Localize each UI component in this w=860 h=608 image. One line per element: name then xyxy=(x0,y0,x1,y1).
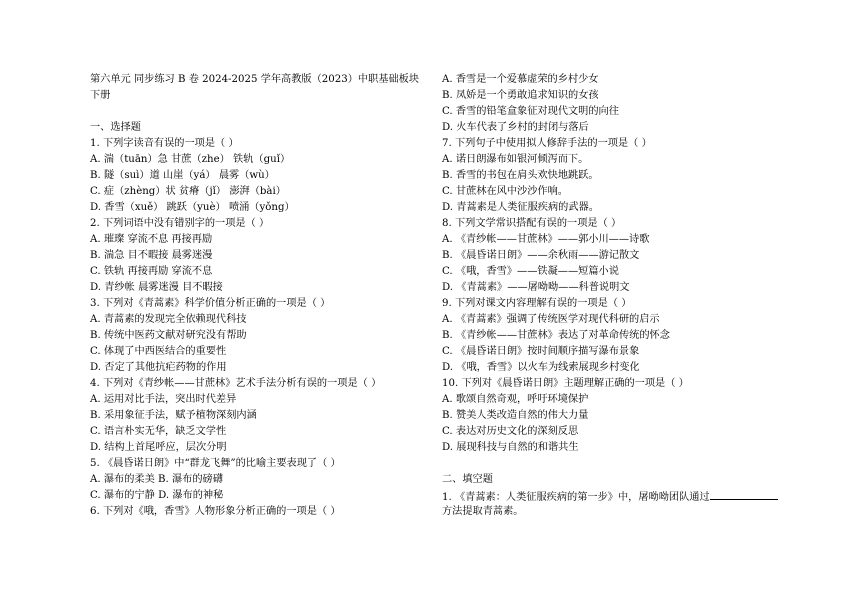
document-title-line-1: 第六单元 同步练习 B 卷 2024-2025 学年高教版（2023）中职基础板块 xyxy=(90,74,420,85)
section-heading-fill: 二、填空题 xyxy=(442,474,493,485)
document-title-line-2: 下册 xyxy=(90,90,111,101)
question-line: 8. 下列文学常识搭配有误的一项是（ ） xyxy=(442,218,622,229)
question-line: A. 香雪是一个爱慕虚荣的乡村少女 xyxy=(442,74,599,85)
question-line: D. 香雪（xuě） 跳跃（yuè） 喷涌（yǒng） xyxy=(90,202,295,213)
question-line: C. 症（zhèng）状 贫瘠（jǐ） 澎湃（bài） xyxy=(90,186,286,197)
spacer xyxy=(90,104,428,120)
question-line: A. 青蒿素的发现完全依赖现代科技 xyxy=(90,314,247,325)
question-line: B. 隧（suì）道 山崖（yá） 晨雾（wù） xyxy=(90,170,275,181)
question-line: D. 否定了其他抗疟药物的作用 xyxy=(90,362,227,373)
question-line: A. 湍（tuān）急 甘蔗（zhe） 铁轨（guǐ） xyxy=(90,154,291,165)
question-line: A. 《青蒿素》强调了传统医学对现代科研的启示 xyxy=(442,314,660,325)
question-line: C. 语言朴实无华，缺乏文学性 xyxy=(90,426,227,437)
question-line: 6. 下列对《哦，香雪》人物形象分析正确的一项是（ ） xyxy=(90,506,341,517)
question-line: 9. 下列对课文内容理解有误的一项是（ ） xyxy=(442,298,632,309)
question-line: C. 体现了中西医结合的重要性 xyxy=(90,346,227,357)
question-line: D. 青蒿素是人类征服疾病的武器。 xyxy=(442,202,599,213)
question-line: C. 瀑布的宁静 D. 瀑布的神秘 xyxy=(90,490,224,501)
question-line: 2. 下列词语中没有错别字的一项是（ ） xyxy=(90,218,270,229)
question-line: 4. 下列对《青纱帐——甘蔗林》艺术手法分析有误的一项是（ ） xyxy=(90,378,382,389)
question-line: B. 凤娇是一个勇敢追求知识的女孩 xyxy=(442,90,599,101)
question-line: D. 《青蒿素》——屠呦呦——科普说明文 xyxy=(442,282,630,293)
question-line: A. 《青纱帐——甘蔗林》——郭小川——诗歌 xyxy=(442,234,650,245)
question-line: A. 歌颂自然奇观，呼吁环境保护 xyxy=(442,394,589,405)
question-line: B. 传统中医药文献对研究没有帮助 xyxy=(90,330,247,341)
question-line: 10. 下列对《晨昏诺日朗》主题理解正确的一项是（ ） xyxy=(442,378,689,389)
question-line: C. 表达对历史文化的深刻反思 xyxy=(442,426,579,437)
question-line: B. 《晨昏诺日朗》——余秋雨——游记散文 xyxy=(442,250,640,261)
question-line: 1. 下列字读音有误的一项是（ ） xyxy=(90,138,239,149)
question-line: A. 瀑布的柔美 B. 瀑布的磅礴 xyxy=(90,474,223,485)
spacer xyxy=(442,456,782,472)
left-column xyxy=(90,72,428,520)
question-line: D. 《哦，香雪》以火车为线索展现乡村变化 xyxy=(442,362,640,373)
question-line: A. 运用对比手法，突出时代差异 xyxy=(90,394,237,405)
question-line: B. 赞美人类改造自然的伟大力量 xyxy=(442,410,589,421)
question-line: D. 火车代表了乡村的封闭与落后 xyxy=(442,122,589,133)
question-line: B. 采用象征手法，赋予植物深刻内涵 xyxy=(90,410,257,421)
question-line: D. 结构上首尾呼应，层次分明 xyxy=(90,442,227,453)
fill-question-line xyxy=(442,488,782,504)
fill-question-text: 1. 《青蒿素：人类征服疾病的第一步》中，屠呦呦团队通过 xyxy=(442,492,710,503)
fill-question-continuation: 方法提取青蒿素。 xyxy=(442,506,524,517)
question-line: B. 香雪的书包在肩头欢快地跳跃。 xyxy=(442,170,599,181)
answer-blank[interactable] xyxy=(710,488,778,500)
question-line: C. 香雪的铅笔盒象征对现代文明的向往 xyxy=(442,106,619,117)
question-line: C. 《哦，香雪》——铁凝——短篇小说 xyxy=(442,266,619,277)
question-line: C. 《晨昏诺日朗》按时间顺序描写瀑布景象 xyxy=(442,346,640,357)
question-line: D. 展现科技与自然的和谐共生 xyxy=(442,442,579,453)
question-line: B. 《青纱帐——甘蔗林》表达了对革命传统的怀念 xyxy=(442,330,670,341)
question-line: D. 青纱帐 晨雾迷漫 目不暇接 xyxy=(90,282,223,293)
question-line: A. 璀璨 穿流不息 再接再励 xyxy=(90,234,213,245)
question-line: C. 甘蔗林在风中沙沙作响。 xyxy=(442,186,568,197)
section-heading-choice: 一、选择题 xyxy=(90,122,141,133)
question-line: A. 诺日朗瀑布如银河倾泻而下。 xyxy=(442,154,589,165)
question-line: C. 铁轨 再接再励 穿流不息 xyxy=(90,266,213,277)
question-line: 7. 下列句子中使用拟人修辞手法的一项是（ ） xyxy=(442,138,652,149)
question-line: 3. 下列对《青蒿素》科学价值分析正确的一项是（ ） xyxy=(90,298,331,309)
question-line: 5. 《晨昏诺日朗》中“群龙飞舞”的比喻主要表现了（ ） xyxy=(90,458,341,469)
right-column xyxy=(442,72,782,520)
question-line: B. 湍急 目不暇接 晨雾迷漫 xyxy=(90,250,213,261)
